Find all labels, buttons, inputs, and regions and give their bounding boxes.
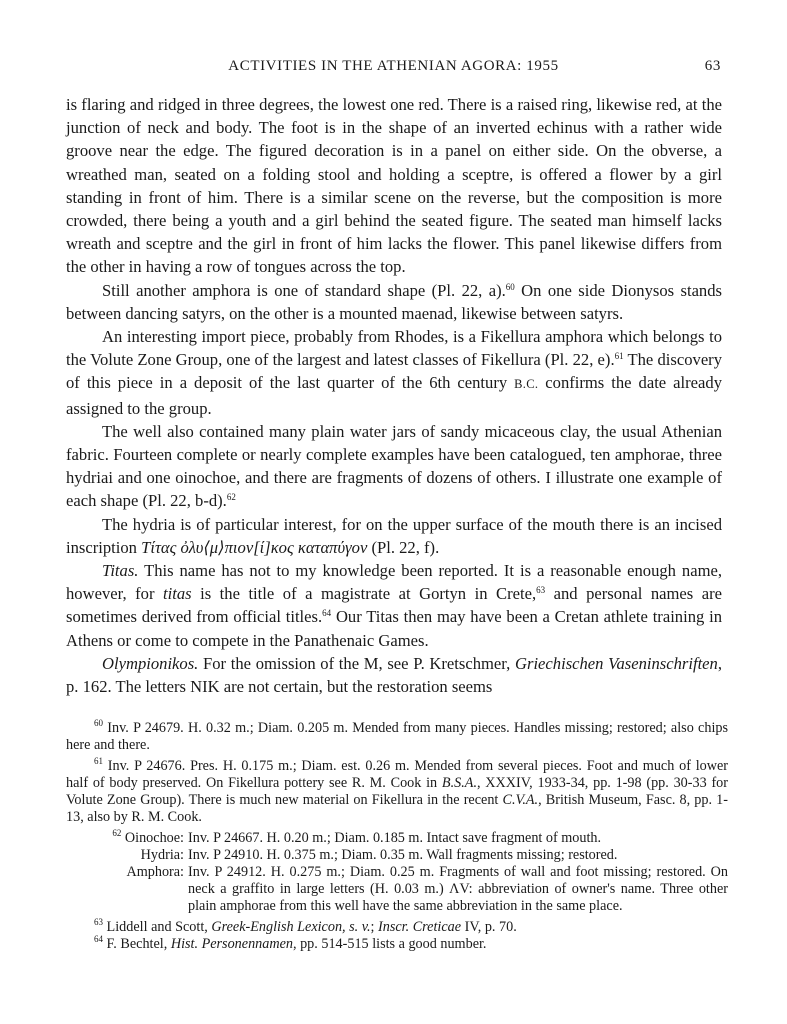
paragraph-text: confirms the date already assigned to the group. bbox=[66, 373, 722, 418]
lemma: Titas. bbox=[102, 561, 139, 581]
journal-title: C.V.A. bbox=[502, 792, 539, 808]
footnote-ref[interactable]: 61 bbox=[614, 351, 624, 362]
paragraph-text: is the title of a magistrate at Gortyn in Crete, bbox=[191, 584, 537, 604]
footnote-text: Inv. P 24912. H. 0.275 m.; Diam. 0.25 m. Fragments of wall and foot missing; restored. On neck a graffito in large letters (H. 0.03 m.) ΛV: abbreviation of owner's name. Three other plain amphorae from this well have the same abbreviation in the same place. bbox=[188, 864, 728, 914]
page-number: 63 bbox=[704, 58, 721, 74]
paragraph-text: and personal names are sometimes derived from official titles. bbox=[66, 584, 722, 627]
era-abbreviation: B.C. bbox=[514, 377, 539, 392]
paragraph bbox=[66, 279, 722, 325]
footnote-62-amphora bbox=[66, 864, 728, 915]
footnote-60 bbox=[66, 720, 728, 754]
greek-inscription: Τίτας ὀλυ⟨μ⟩πιον[ί]κος καταπύγον bbox=[141, 537, 368, 557]
paragraph-text: (Pl. 22, f). bbox=[367, 537, 440, 557]
paragraph bbox=[66, 325, 722, 420]
paragraph-text: is flaring and ridged in three degrees, the lowest one red. There is a raised ring, likewise red, at the junction of neck and body. The foot is in the shape of an inverted echinus with a rather wide groove near the edge. The figured decoration is in a panel on either side. On the obverse, a wreathed man, seated on a folding stool and holding a sceptre, is offered a flower by a girl standing in front of him. There is a similar scene on the reverse, but the composition is more crowded, there being a youth and a girl behind the seated figure. The seated man himself lacks wreath and sceptre and the girl in front of him lacks the flower. This panel likewise differs from the other in having a row of tongues across the top. bbox=[66, 95, 722, 277]
paragraph-text: This name has not to my knowledge been reported. It is a reasonable enough name, however, for bbox=[66, 561, 722, 604]
footnote-text: Liddell and Scott, bbox=[106, 919, 212, 935]
footnote-number: 62 bbox=[112, 828, 122, 838]
paragraph bbox=[66, 652, 722, 698]
footnote-text: , XXXIV, 1933-34, pp. 1-98 (pp. 30-33 for Volute Zone Group). There is much new material on Fikellura in the recent bbox=[66, 775, 728, 808]
footnotes bbox=[66, 720, 728, 953]
paragraph-text: Our Titas then may have been a Cretan athlete training in Athens or come to compete in the Panathenaic Games. bbox=[66, 607, 722, 650]
paragraph-text: The hydria is of particular interest, for on the upper surface of the mouth there is an incised inscription bbox=[66, 514, 722, 557]
footnote-text: ; bbox=[370, 919, 379, 935]
footnote-text: Inv. P 24910. H. 0.375 m.; Diam. 0.35 m. Wall fragments missing; restored. bbox=[188, 847, 618, 863]
paragraph-text: For the omission of the M, see P. Kretschmer, bbox=[198, 653, 515, 673]
footnote-text: , British Museum, Fasc. 8, pp. 1-13, also by R. M. Cook. bbox=[66, 792, 728, 825]
lemma: Olympionikos. bbox=[102, 653, 199, 673]
paragraph-text: , p. 162. The letters NIK are not certain, but the restoration seems bbox=[66, 653, 722, 697]
footnote-text: , pp. 514-515 lists a good number. bbox=[292, 936, 487, 952]
footnote-62-label: Hydria: bbox=[140, 847, 184, 863]
footnote-ref[interactable]: 64 bbox=[322, 608, 332, 619]
paragraph bbox=[66, 420, 722, 513]
book-title: Inscr. Creticae bbox=[378, 919, 462, 935]
footnote-ref[interactable]: 60 bbox=[505, 281, 515, 292]
footnote-63 bbox=[66, 919, 728, 936]
footnote-number: 61 bbox=[94, 756, 103, 766]
footnote-number: 60 bbox=[94, 718, 103, 728]
footnote-number: 64 bbox=[94, 934, 103, 944]
footnote-text: F. Bechtel, bbox=[106, 936, 171, 952]
running-header bbox=[66, 58, 721, 80]
running-title: ACTIVITIES IN THE ATHENIAN AGORA: 1955 bbox=[228, 58, 559, 74]
book-title: Hist. Personennamen bbox=[170, 936, 293, 952]
journal-title: B.S.A. bbox=[441, 775, 477, 791]
footnote-62-label: Amphora: bbox=[126, 864, 184, 880]
footnote-62-hydria bbox=[66, 847, 728, 864]
footnote-61 bbox=[66, 758, 728, 826]
paragraph-text: On one side Dionysos stands between dancing satyrs, on the other is a mounted maenad, likewise between satyrs. bbox=[66, 280, 722, 323]
footnote-text: Inv. P 24667. H. 0.20 m.; Diam. 0.185 m. Intact save fragment of mouth. bbox=[188, 830, 602, 846]
footnote-62-oinochoe bbox=[66, 830, 728, 847]
footnote-text: Inv. P 24676. Pres. H. 0.175 m.; Diam. est. 0.26 m. Mended from several pieces. Foot and much of lower half of body preserved. On Fikellura pottery see R. M. Cook in bbox=[66, 758, 729, 791]
book-title: Greek-English Lexicon, s. v. bbox=[211, 919, 371, 935]
footnote-ref[interactable]: 63 bbox=[536, 585, 546, 596]
paragraph bbox=[66, 93, 722, 279]
paragraph-text: Still another amphora is one of standard shape (Pl. 22, a). bbox=[102, 280, 506, 300]
paragraph-text: The well also contained many plain water jars of sandy micaceous clay, the usual Athenian fabric. Fourteen complete or nearly complete examples have been catalogued, ten amphorae, three hydriai and one oinochoe, and there are fragments of dozens of others. I illustrate one example of each shape (Pl. 22, b-d). bbox=[66, 421, 722, 511]
footnote-ref[interactable]: 62 bbox=[226, 492, 236, 503]
footnote-62-label: $^{62}$ Oinochoe: bbox=[112, 828, 184, 846]
book-title: Griechischen Vaseninschriften bbox=[515, 653, 718, 673]
paragraph-text: An interesting import piece, probably from Rhodes, is a Fikellura amphora which belongs to the Volute Zone Group, one of the largest and latest classes of Fikellura (Pl. 22, e). bbox=[66, 327, 722, 370]
footnote-text: Inv. P 24679. H. 0.32 m.; Diam. 0.205 m. Mended from many pieces. Handles missing; restored; also chips here and there. bbox=[66, 720, 728, 753]
emphasis: titas bbox=[162, 584, 192, 604]
paragraph bbox=[66, 559, 722, 652]
footnote-64 bbox=[66, 936, 728, 953]
footnote-number: 63 bbox=[94, 917, 103, 927]
paragraph-text: The discovery of this piece in a deposit of the last quarter of the 6th century bbox=[66, 350, 723, 393]
main-text bbox=[66, 93, 722, 698]
paragraph bbox=[66, 513, 722, 559]
footnote-text: IV, p. 70. bbox=[461, 919, 517, 935]
